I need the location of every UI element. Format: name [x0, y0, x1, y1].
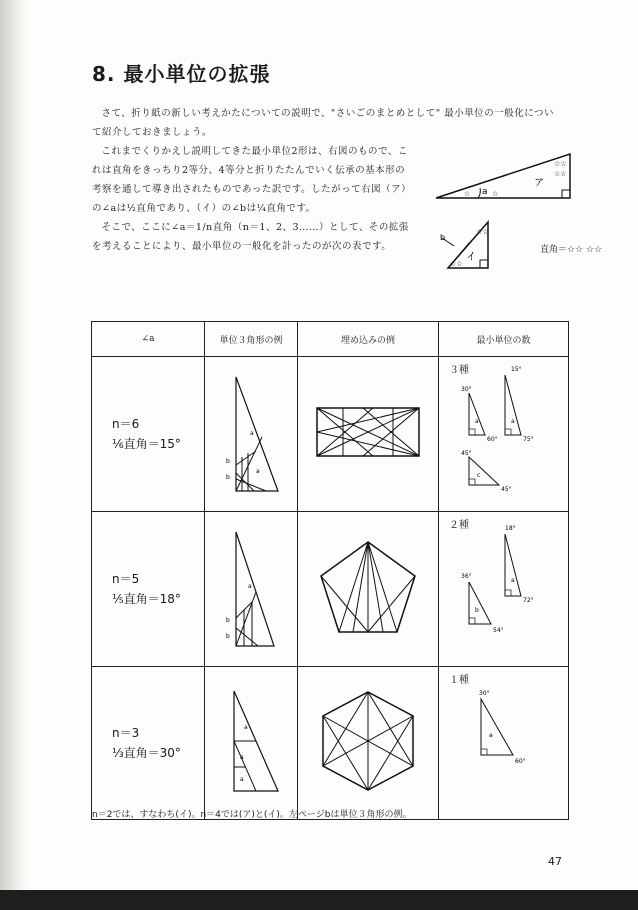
svg-text:60°: 60° [487, 436, 498, 443]
angle-a-label: a [482, 187, 488, 197]
svg-text:54°: 54° [493, 627, 504, 634]
label-a-text: ア [534, 178, 544, 189]
footnote: n＝2では、すなわち(イ)。n＝4では(ア)と(イ)。左ページbは単位３角形の例。 [92, 810, 412, 820]
embedding-cell [298, 357, 439, 512]
svg-text:a: a [250, 430, 254, 437]
angle-cell [92, 512, 205, 667]
n-value: n＝3 [112, 726, 140, 740]
unit-triangle-cell [205, 512, 298, 667]
svg-text:a: a [244, 724, 248, 731]
svg-text:b: b [226, 474, 230, 481]
embedding-n3 [313, 686, 423, 796]
angle-value: ⅕直角＝18° [112, 592, 181, 606]
svg-text:b: b [226, 458, 230, 465]
svg-text:a: a [240, 754, 244, 761]
svg-text:☆☆: ☆☆ [554, 160, 567, 168]
angle-value: ⅙直角＝15° [112, 437, 181, 451]
svg-text:72°: 72° [523, 597, 534, 604]
svg-text:45°: 45° [501, 486, 512, 493]
svg-text:b: b [226, 617, 230, 624]
unit-triangle-cell [205, 357, 298, 512]
svg-text:c: c [477, 472, 481, 479]
svg-text:15°: 15° [511, 366, 522, 373]
paragraph-1: さて、折り紙の新しい考えかたについての説明で、"さいごのまとめとして" 最小単位の一般化について紹介しておきましょう。 [92, 108, 555, 138]
svg-text:a: a [256, 468, 260, 475]
table-row [92, 667, 569, 820]
svg-text:30°: 30° [479, 690, 490, 697]
svg-text:☆☆: ☆☆ [450, 260, 463, 268]
count-value: ２種 [449, 520, 469, 531]
unit-triangle-n3 [216, 681, 286, 801]
triangle-a-shape [436, 154, 570, 198]
unit-triangle-n5 [216, 522, 286, 652]
page-gutter-shadow [0, 0, 28, 910]
unit-triangle-cell [205, 667, 298, 820]
table-header-row [92, 322, 569, 357]
count-value: ３種 [449, 365, 469, 376]
n-value: n＝5 [112, 572, 140, 586]
min-units-n3 [439, 671, 549, 811]
svg-text:36°: 36° [461, 573, 472, 580]
table-row [92, 512, 569, 667]
embedding-n6 [313, 402, 423, 462]
scan-bottom-edge [0, 890, 638, 910]
embedding-n5 [313, 532, 423, 642]
figure-i-triangle [440, 218, 500, 272]
svg-text:b: b [226, 633, 230, 640]
svg-text:18°: 18° [505, 525, 516, 532]
n-value: n＝6 [112, 417, 140, 431]
embedding-cell [298, 667, 439, 820]
angle-b-label: b [440, 233, 446, 242]
page-number: 47 [548, 855, 562, 868]
figure-a-triangle [434, 150, 574, 206]
svg-text:a: a [248, 583, 252, 590]
svg-text:a: a [511, 418, 515, 425]
min-units-n6 [439, 357, 549, 507]
paragraph-3: そこで、ここに∠a＝1/n直角（n＝1、2、3……）として、その拡張を考えることにより、最小単位の一般化を計ったのが次の表です。 [92, 222, 409, 252]
paragraph-2: これまでくりかえし説明してきた最小単位2形は、右図のもので、これは直角をきっちり2等分、4等分と折りたたんでいく伝承の基本形の考察を通して導き出されたものであった訳です。したがって右図（ア）の∠aは½直角であり、（イ）の∠bは¼直角です。 [92, 146, 408, 214]
svg-text:a: a [511, 577, 515, 584]
svg-text:b: b [475, 607, 479, 614]
label-i-text: イ [466, 252, 476, 263]
embedding-cell [298, 512, 439, 667]
svg-text:a: a [240, 776, 244, 783]
section-title: 8. 最小単位の拡張 [92, 62, 271, 86]
header-min-unit-count: 最小単位の数 [439, 322, 569, 357]
angle-value: ⅓直角＝30° [112, 746, 181, 760]
angle-cell [92, 667, 205, 820]
min-units-n5 [439, 512, 549, 662]
rightangle-note: 直角＝☆☆ ☆☆ [540, 245, 603, 255]
svg-text:30°: 30° [461, 386, 472, 393]
count-cell [439, 357, 569, 512]
header-embedding: 埋め込みの例 [298, 322, 439, 357]
count-cell [439, 667, 569, 820]
svg-text:☆☆: ☆☆ [554, 170, 567, 178]
angle-cell [92, 357, 205, 512]
svg-text:☆: ☆ [492, 190, 499, 198]
svg-text:60°: 60° [515, 758, 526, 765]
count-cell [439, 512, 569, 667]
svg-text:75°: 75° [523, 436, 534, 443]
header-unit-triangle: 単位３角形の例 [205, 322, 298, 357]
unit-triangle-n6 [216, 367, 286, 497]
svg-text:a: a [475, 418, 479, 425]
svg-text:45°: 45° [461, 450, 472, 457]
svg-text:a: a [489, 732, 493, 739]
extension-table [91, 321, 569, 820]
table-row [92, 357, 569, 512]
header-angle: ∠a [92, 322, 205, 357]
svg-text:☆: ☆ [464, 190, 471, 198]
count-value: １種 [449, 675, 469, 686]
svg-text:☆☆: ☆☆ [476, 228, 489, 236]
